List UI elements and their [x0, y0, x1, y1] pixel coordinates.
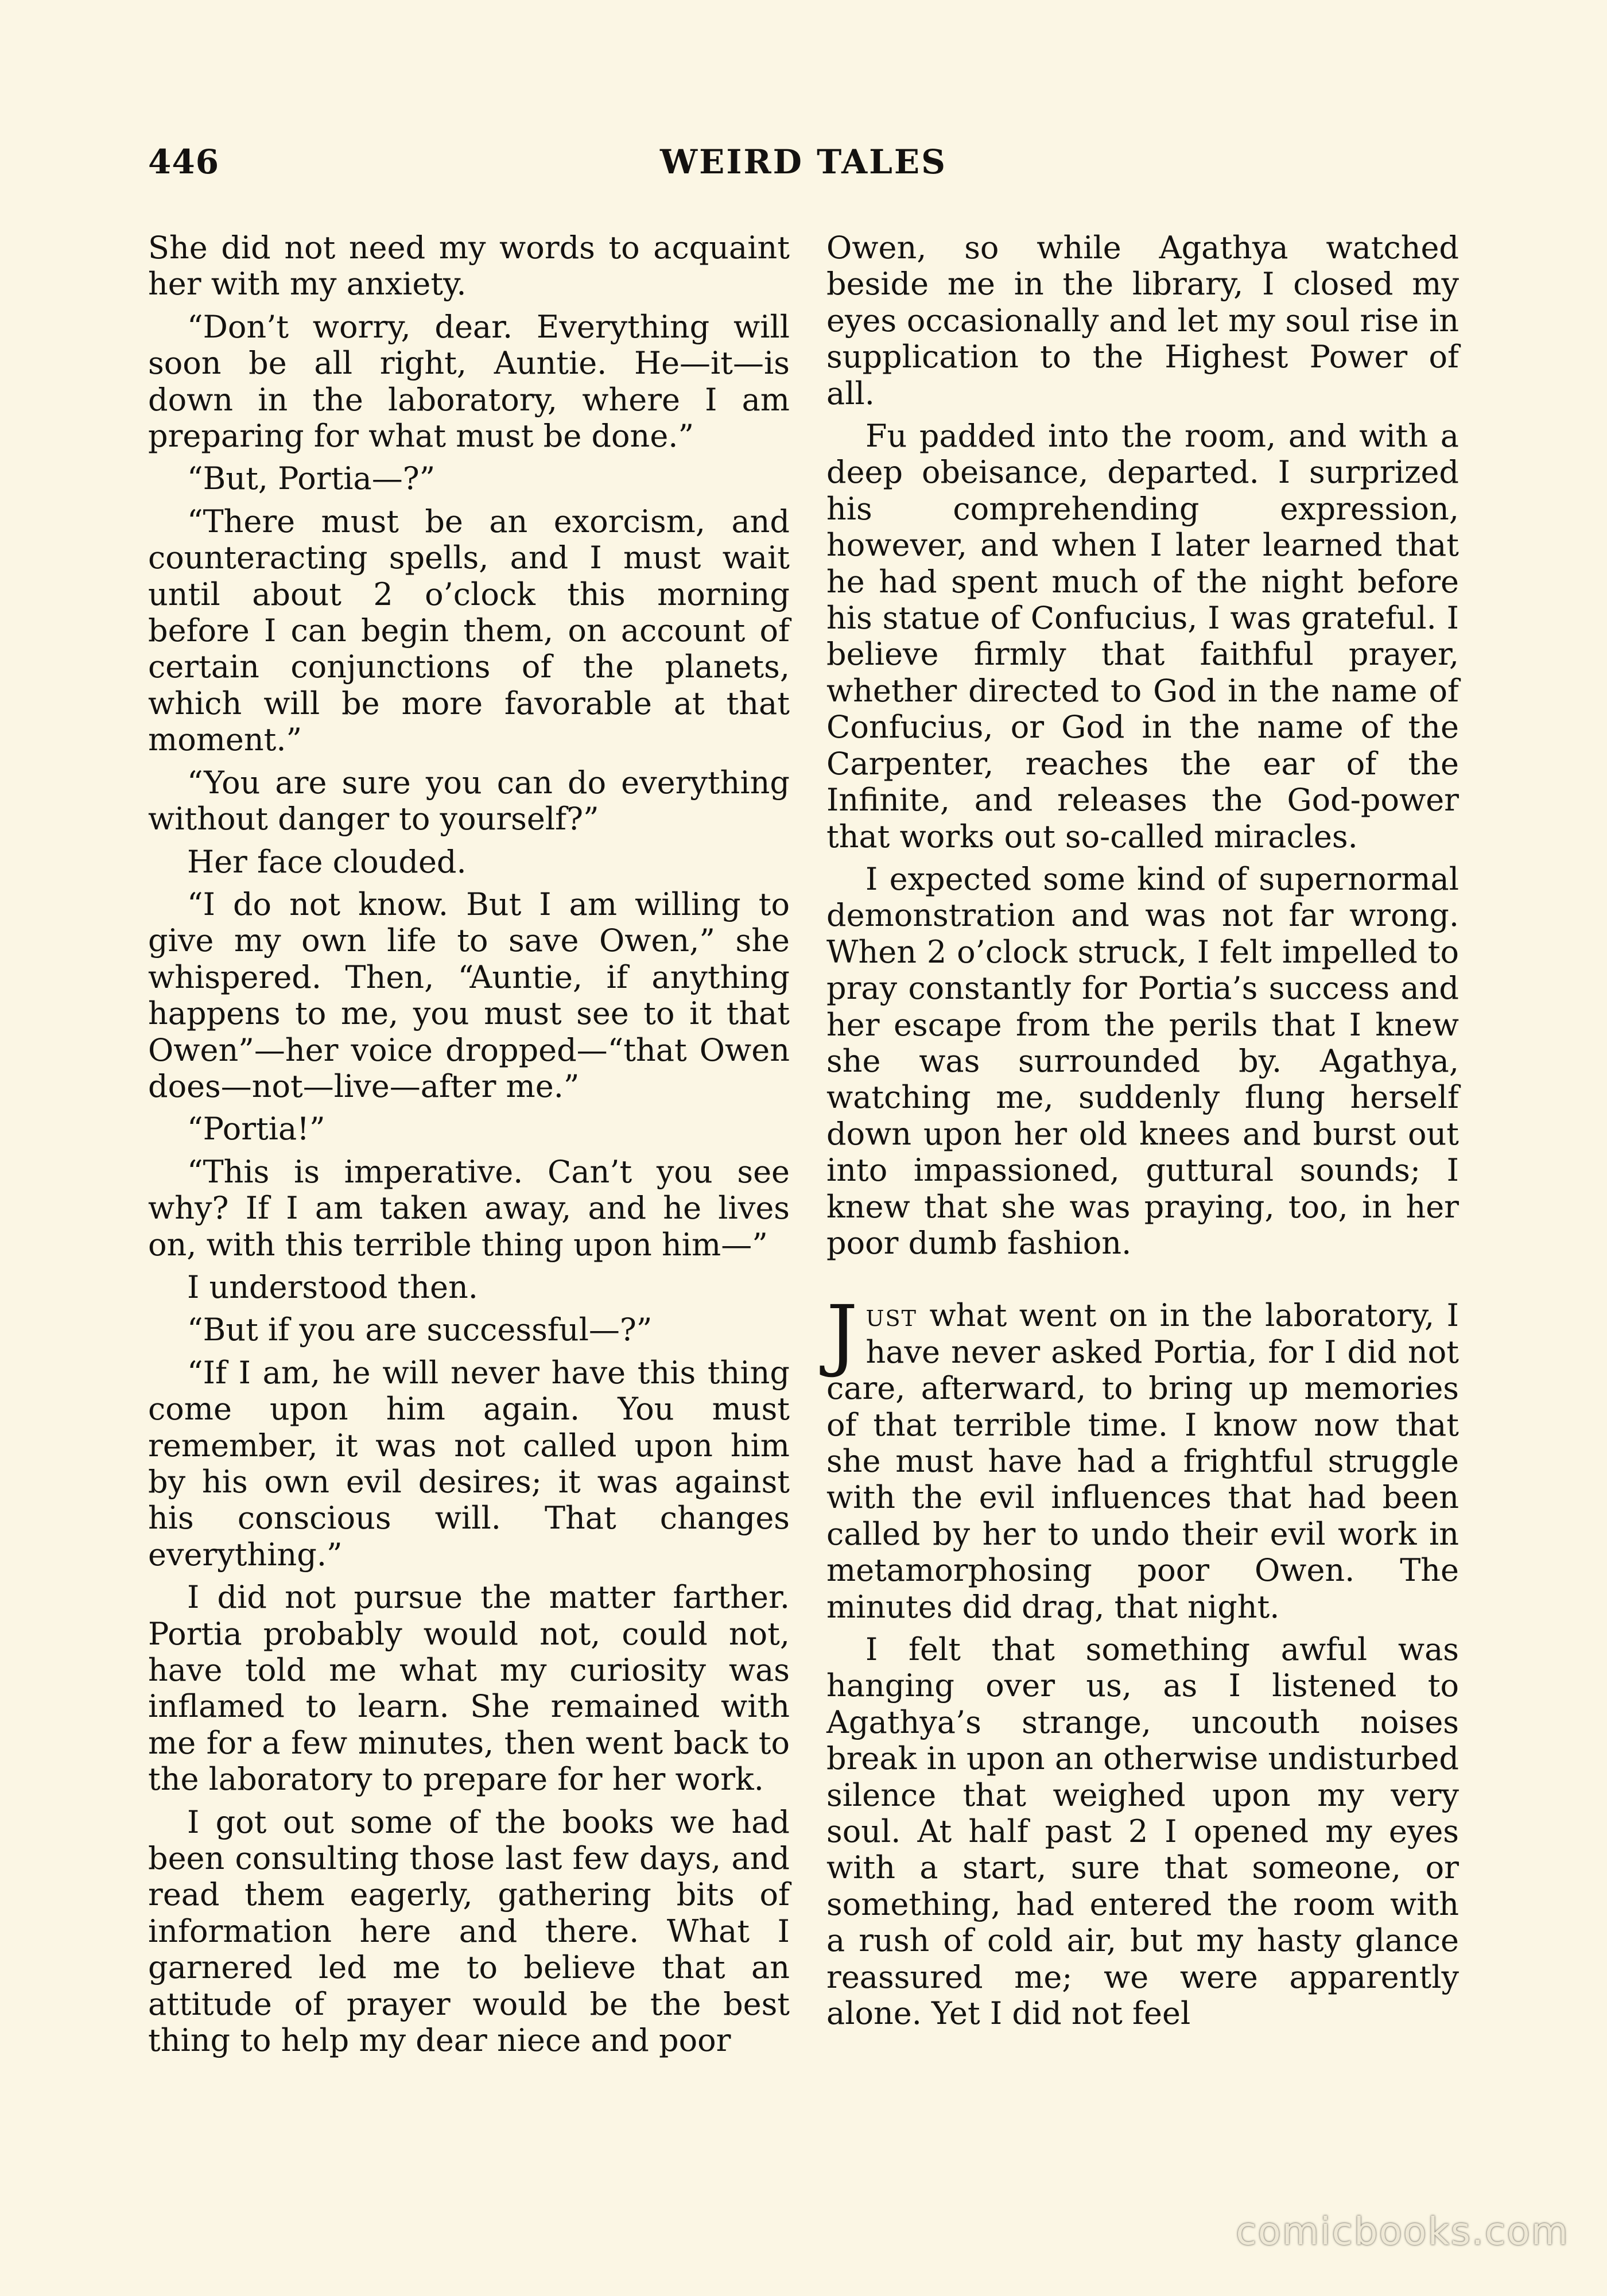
paragraph: I got out some of the books we had been consulting those last few days, and read them eagerly, gathering bits of information here and there. What I garnered led me to believe that an attitude of prayer would be the best thing to help my dear niece and poor	[148, 1804, 790, 2059]
paragraph: I felt that something awful was hanging over us, as I listened to Agathya’s strange, uncouth noises break in upon an otherwise undisturbed silence that weighed upon my very soul. At half past 2 I opened my eyes with a start, sure that someone, or something, had entered the room with a rush of cold air, but my hasty glance reassured me; we were apparently alone. Yet I did not feel	[826, 1631, 1459, 2032]
watermark: comicbooks.com	[1236, 2209, 1569, 2254]
paragraph: “You are sure you can do everything without danger to yourself?”	[148, 764, 790, 837]
paragraph: Fu padded into the room, and with a deep obeisance, departed. I surprized his comprehending expression, however, and when I later learned that he had spent much of the night before his statue of Confucius, I was grateful. I believe firmly that faithful prayer, whether directed to God in the name of Confucius, or God in the name of the Carpenter, reaches the ear of the Infinite, and releases the God-power that works out so-called miracles.	[826, 418, 1459, 855]
small-caps-lead: ust	[865, 1297, 917, 1334]
paragraph: “There must be an exorcism, and counteracting spells, and I must wait until about 2 o’clock this morning before I can begin them, on account of certain conjunctions of the planets, which will be more favorable at that moment.”	[148, 503, 790, 758]
paragraph: “This is imperative. Can’t you see why? If I am taken away, and he lives on, with this terrible thing upon him—”	[148, 1153, 790, 1263]
section-break	[826, 1267, 1459, 1297]
left-column	[148, 230, 790, 2065]
drop-cap: J	[826, 1289, 858, 1380]
paragraph: “But if you are successful—?”	[187, 1312, 653, 1348]
paragraph: Her face clouded.	[187, 843, 467, 880]
paragraph: Owen, so while Agathya watched beside me in the library, I closed my eyes occasionally and let my soul rise in supplication to the Highest Power of all.	[826, 230, 1459, 412]
running-title: WEIRD TALES	[659, 142, 948, 181]
paragraph: She did not need my words to acquaint her with my anxiety.	[148, 230, 790, 302]
paragraph: “If I am, he will never have this thing come upon him again. You must remember, it was not called upon him by his own evil desires; it was against his conscious will. That changes everything.”	[148, 1354, 790, 1573]
drop-cap-paragraph	[826, 1289, 1459, 1625]
paragraph: I understood then.	[187, 1269, 478, 1305]
paragraph: I did not pursue the matter farther. Portia probably would not, could not, have told me what my curiosity was inflamed to learn. She remained with me for a few minutes, then went back to the laboratory to prepare for her work.	[148, 1579, 790, 1798]
paragraph-text: what went on in the laboratory, I have never asked Portia, for I did not care, afterward, to bring up memories of that terrible time. I know now that she must have had a frightful struggle with the evil influences that had been called by her to undo their evil work in metamorphosing poor Owen. The minutes did drag, that night.	[826, 1297, 1459, 1625]
right-column	[826, 230, 1459, 2038]
page-header	[148, 142, 1459, 188]
paragraph: “Don’t worry, dear. Everything will soon be all right, Auntie. He—it—is down in the laboratory, where I am preparing for what must be done.”	[148, 308, 790, 455]
page-number: 446	[148, 142, 220, 181]
paragraph: “Portia!”	[187, 1111, 325, 1147]
paragraph: “But, Portia—?”	[187, 460, 436, 497]
paragraph: I expected some kind of supernormal demonstration and was not far wrong. When 2 o’clock struck, I felt impelled to pray constantly for Portia’s success and her escape from the perils that I knew she was surrounded by. Agathya, watching me, suddenly flung herself down upon her old knees and burst out into impassioned, guttural sounds; I knew that she was praying, too, in her poor dumb fashion.	[826, 860, 1459, 1261]
paragraph: “I do not know. But I am willing to give my own life to save Owen,” she whispered. Then, “Auntie, if anything happens to me, you must see to it that Owen”—her voice dropped—“that Owen does—not—live—after me.”	[148, 886, 790, 1104]
